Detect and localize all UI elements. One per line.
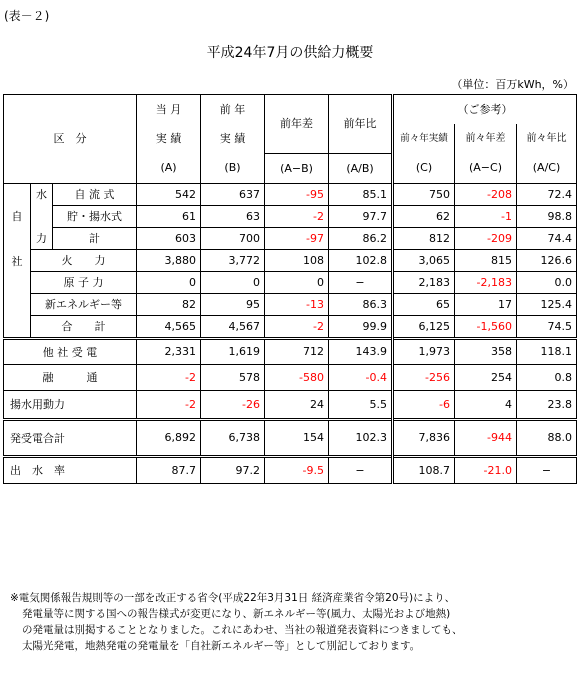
table-row (4, 390, 577, 419)
header-pp: 前々年実績 (393, 124, 455, 153)
table-row (4, 293, 577, 315)
table-row (4, 227, 577, 249)
table-cell: 750 (393, 183, 455, 205)
table-cell: 86.3 (329, 293, 393, 315)
table-cell: 23.8 (517, 390, 577, 419)
table-cell: -6 (393, 390, 455, 419)
table-cell: 74.4 (517, 227, 577, 249)
header-diff: 前年差 (265, 95, 329, 154)
table-cell: 3,880 (137, 249, 201, 271)
table-cell: 65 (393, 293, 455, 315)
table-cell: 63 (201, 205, 265, 227)
header-prev-3: (B) (201, 153, 265, 183)
header-pp-2: (C) (393, 153, 455, 183)
table-cell: -13 (265, 293, 329, 315)
table-cell: -2,183 (455, 271, 517, 293)
table-cell: 61 (137, 205, 201, 227)
table-cell: 98.8 (517, 205, 577, 227)
header-ppdiff-2: (A−C) (455, 153, 517, 183)
label-hatsuju: 発受電合計 (4, 419, 137, 456)
table-row (4, 183, 577, 205)
table-row (4, 456, 577, 483)
footnote-line-2: 発電量等に関する国への報告様式が変更になり、新エネルギー等(風力、太陽光および地熱) (22, 608, 451, 620)
table-cell: 2,183 (393, 271, 455, 293)
table-cell: -1,560 (455, 315, 517, 338)
table-cell: 62 (393, 205, 455, 227)
table-cell: 88.0 (517, 419, 577, 456)
footnote-line-1: ※電気関係報告規則等の一部を改正する省令(平成22年3月31日 経済産業省令第20号)により、 (10, 592, 456, 604)
table-row (4, 249, 577, 271)
table-cell: 5.5 (329, 390, 393, 419)
table-row (4, 364, 577, 390)
page-title: 平成24年7月の供給力概要 (206, 45, 374, 61)
header-diff-2: (A−B) (265, 153, 329, 183)
table-cell: 712 (265, 338, 329, 364)
header-ppdiff: 前々年差 (455, 124, 517, 153)
table-row (4, 338, 577, 364)
table-cell: 3,065 (393, 249, 455, 271)
label-shusui: 出 水 率 (4, 456, 137, 483)
table-cell: 82 (137, 293, 201, 315)
table-cell: -209 (455, 227, 517, 249)
label-ji: 自 (4, 183, 31, 249)
table-cell: -2 (265, 315, 329, 338)
table-cell: 85.1 (329, 183, 393, 205)
header-current-3: (A) (137, 153, 201, 183)
table-row (4, 271, 577, 293)
table-cell: 143.9 (329, 338, 393, 364)
footnote-line-3: の発電量は別掲することとなりました。これにあわせ、当社の報道発表資料につきましても、 (22, 624, 463, 636)
table-cell: 0 (137, 271, 201, 293)
table-cell: 72.4 (517, 183, 577, 205)
label-jiryu: 自 流 式 (53, 183, 137, 205)
table-cell: 578 (201, 364, 265, 390)
header-row (4, 95, 577, 125)
table-cell: 4,565 (137, 315, 201, 338)
label-tasha: 他 社 受 電 (4, 338, 137, 364)
table-cell: -95 (265, 183, 329, 205)
header-kubun: 区 分 (4, 95, 137, 184)
header-current: 当 月 (137, 95, 201, 125)
table-cell: 74.5 (517, 315, 577, 338)
table-cell: 4,567 (201, 315, 265, 338)
table-cell: 637 (201, 183, 265, 205)
table-cell: 542 (137, 183, 201, 205)
label-kei: 計 (53, 227, 137, 249)
table-cell: -26 (201, 390, 265, 419)
label-shin: 新エネルギー等 (31, 293, 137, 315)
table-cell: 125.4 (517, 293, 577, 315)
table-cell: 603 (137, 227, 201, 249)
label-ryoku: 力 (31, 227, 53, 249)
table-cell: -944 (455, 419, 517, 456)
header-ppratio-2: (A/C) (517, 153, 577, 183)
table-cell: -2 (137, 364, 201, 390)
table-cell: 108.7 (393, 456, 455, 483)
table-cell: 102.8 (329, 249, 393, 271)
table-cell: -208 (455, 183, 517, 205)
table-cell: 1,973 (393, 338, 455, 364)
table-cell: 2,331 (137, 338, 201, 364)
table-cell: 97.7 (329, 205, 393, 227)
table-cell: − (329, 271, 393, 293)
table-cell: − (517, 456, 577, 483)
label-karyoku: 火 力 (31, 249, 137, 271)
table-cell: -2 (265, 205, 329, 227)
table-cell: 4 (455, 390, 517, 419)
table-cell: 118.1 (517, 338, 577, 364)
table-cell: 126.6 (517, 249, 577, 271)
table-cell: -580 (265, 364, 329, 390)
label-goukei: 合 計 (31, 315, 137, 338)
table-cell: 815 (455, 249, 517, 271)
table-cell: 0 (265, 271, 329, 293)
table-cell: 1,619 (201, 338, 265, 364)
table-cell: 254 (455, 364, 517, 390)
table-cell: 7,836 (393, 419, 455, 456)
header-current-2: 実 績 (137, 124, 201, 153)
table-cell: 99.9 (329, 315, 393, 338)
table-cell: 3,772 (201, 249, 265, 271)
table-cell: 108 (265, 249, 329, 271)
table-cell: 812 (393, 227, 455, 249)
label-yuzu: 融 通 (4, 364, 137, 390)
header-ratio: 前年比 (329, 95, 393, 154)
table-cell: 97.2 (201, 456, 265, 483)
header-ppratio: 前々年比 (517, 124, 577, 153)
table-cell: -97 (265, 227, 329, 249)
table-cell: 154 (265, 419, 329, 456)
table-cell: -21.0 (455, 456, 517, 483)
table-cell: 87.7 (137, 456, 201, 483)
header-prev-2: 実 績 (201, 124, 265, 153)
table-cell: 700 (201, 227, 265, 249)
table-cell: -2 (137, 390, 201, 419)
table-cell: 6,125 (393, 315, 455, 338)
table-cell: − (329, 456, 393, 483)
table-cell: -256 (393, 364, 455, 390)
label-mizu: 水 (31, 183, 53, 205)
header-ratio-2: (A/B) (329, 153, 393, 183)
label-yousui: 揚水用動力 (4, 390, 137, 419)
table-cell: 0.8 (517, 364, 577, 390)
table-cell: 358 (455, 338, 517, 364)
table-cell: 24 (265, 390, 329, 419)
table-cell: 102.3 (329, 419, 393, 456)
table-row (4, 205, 577, 227)
footnote-line-4: 太陽光発電，地熱発電の発電量を「自社新エネルギー等」として別記しております。 (22, 640, 421, 652)
table-number: (表－２) (4, 9, 50, 23)
table-cell: 95 (201, 293, 265, 315)
label-genshi: 原 子 力 (31, 271, 137, 293)
table-cell: 0 (201, 271, 265, 293)
table-row (4, 315, 577, 338)
header-prev: 前 年 (201, 95, 265, 125)
supply-table (3, 94, 577, 484)
table-cell: 0.0 (517, 271, 577, 293)
header-reference: （ご参考） (393, 95, 577, 125)
table-cell: 17 (455, 293, 517, 315)
unit-label: （単位：百万kWh，%） (451, 78, 574, 91)
label-choyo: 貯・揚水式 (53, 205, 137, 227)
table-cell: -1 (455, 205, 517, 227)
table-cell: -9.5 (265, 456, 329, 483)
table-cell: 86.2 (329, 227, 393, 249)
table-cell: 6,892 (137, 419, 201, 456)
table-cell: 6,738 (201, 419, 265, 456)
table-cell: -0.4 (329, 364, 393, 390)
label-sha: 社 (4, 249, 31, 338)
table-row (4, 419, 577, 456)
